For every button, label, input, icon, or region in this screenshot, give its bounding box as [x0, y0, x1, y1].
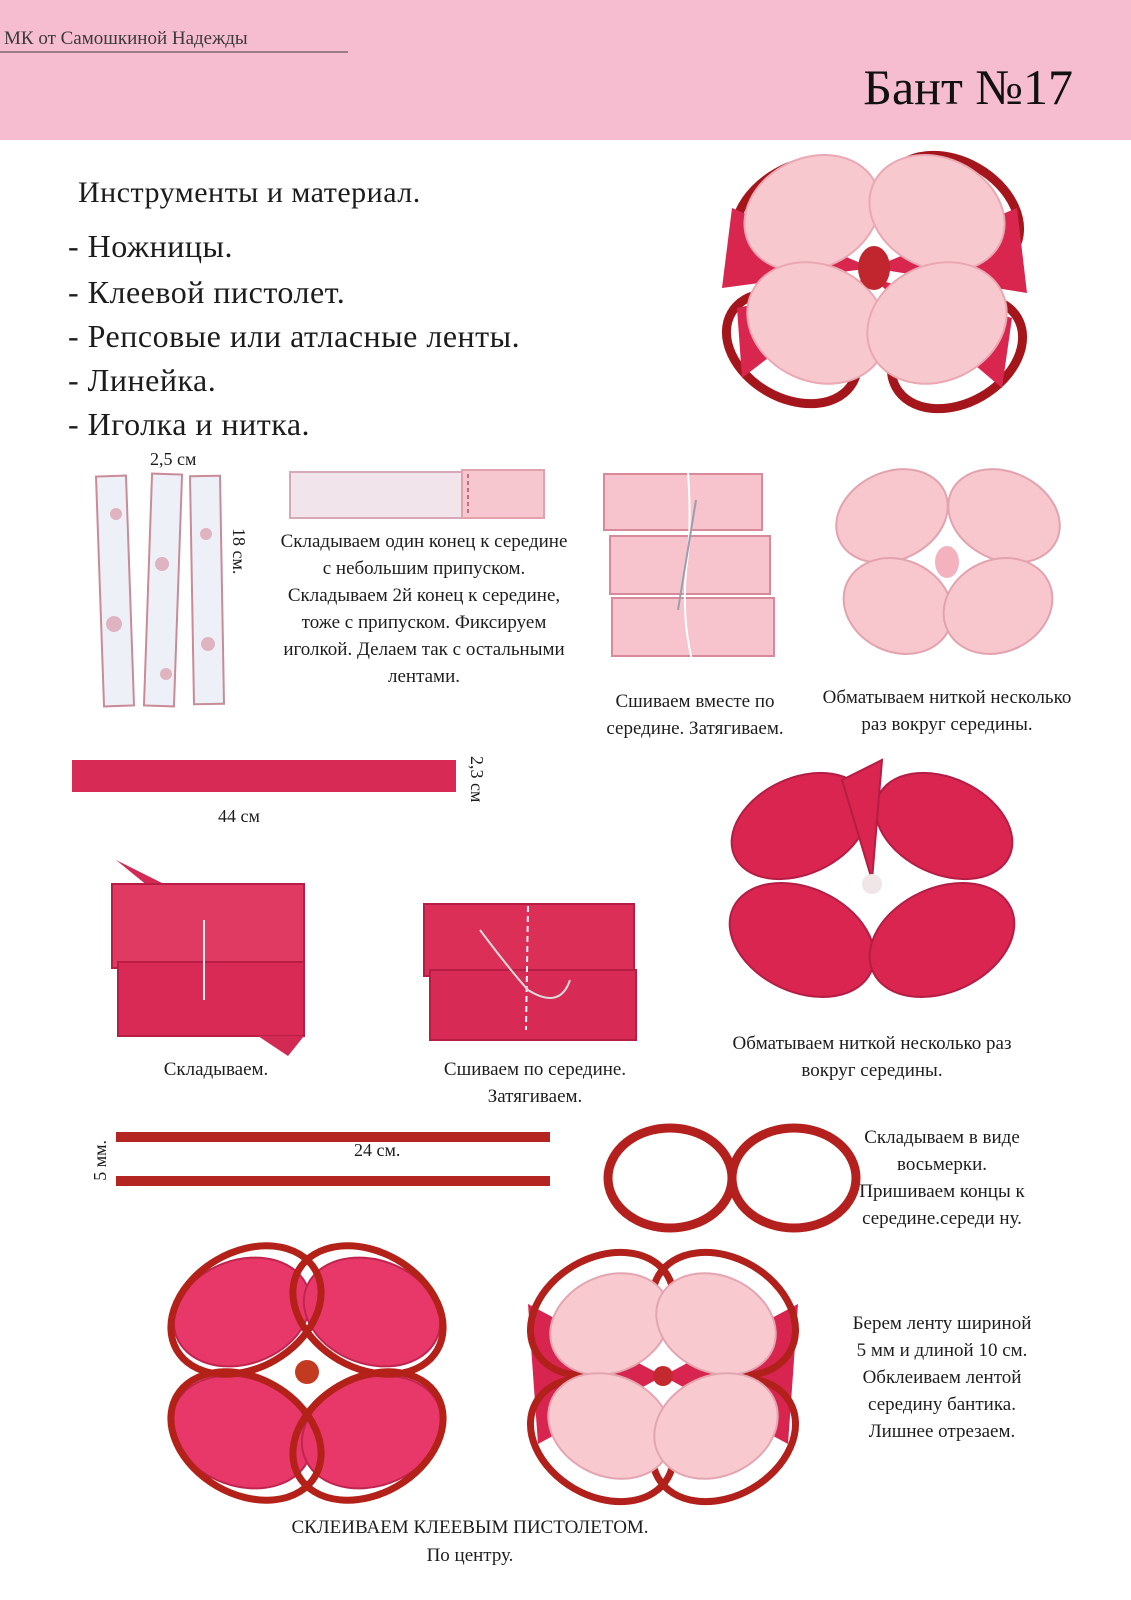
tool-ribbons: - Репсовые или атласные ленты. — [68, 318, 521, 354]
caption-glue-sub: По центру. — [426, 1545, 514, 1566]
caption-fold-white: Складываем один конец к середине с небольшим припуском. Складываем 2й конец к середине, тоже с припуском. Фиксируем иголкой. Делаем так с остальными лентами. — [280, 531, 568, 687]
sewn-pink-ribbon-image — [420, 900, 640, 1050]
figure-eight-ribbon-image — [602, 1114, 862, 1244]
sewn-white-ribbons-image — [600, 470, 780, 666]
tool-needle-thread: - Иголка и нитка. — [68, 406, 311, 442]
tool-scissors: - Ножницы. — [68, 228, 233, 264]
folded-white-ribbon-image — [288, 470, 548, 522]
folded-pink-ribbon-image — [108, 860, 308, 1058]
finished-bow-image — [712, 118, 1042, 448]
author-credit: МК от Самошкиной Надежды — [4, 28, 248, 49]
white-ribbon-width-label: 2,5 см — [150, 449, 197, 469]
tool-ruler: - Линейка. — [68, 362, 217, 398]
author-underline — [0, 51, 348, 53]
caption-figure-eight: Складываем в виде восьмерки. Пришиваем концы к середине.середи ну. — [859, 1127, 1025, 1229]
pink-satin-bow-image — [832, 458, 1062, 668]
white-ribbon-strips-image — [96, 474, 236, 710]
caption-wrap-pink: Обматываем ниткой несколько раз вокруг середины. — [732, 1033, 1012, 1081]
caption-sew-pink: Сшиваем по середине. Затягиваем. — [443, 1059, 627, 1107]
page-title: Бант №17 — [863, 59, 1073, 115]
pink-ribbon-length-label: 44 см — [218, 806, 260, 826]
white-ribbon-length-label: 18 см. — [229, 528, 249, 575]
tools-heading: Инструменты и материал. — [78, 176, 421, 209]
grosgrain-bow-with-loops-image — [162, 1240, 452, 1510]
pink-ribbon-width-label: 2,3 см — [467, 756, 487, 803]
red-ribbon-length-label: 24 см. — [354, 1140, 401, 1160]
tool-glue-gun: - Клеевой пистолет. — [68, 274, 346, 310]
caption-fold-pink: Складываем. — [163, 1059, 269, 1080]
long-pink-ribbon-image — [72, 758, 458, 794]
caption-sew-white: Сшиваем вместе по середине. Затягиваем. — [606, 691, 784, 739]
caption-glue: СКЛЕИВАЕМ КЛЕЕВЫМ ПИСТОЛЕТОМ. — [291, 1517, 649, 1538]
caption-wrap-white: Обматываем ниткой несколько раз вокруг середины. — [822, 687, 1072, 735]
red-ribbon-width-label: 5 мм. — [90, 1140, 110, 1181]
satin-bow-with-loops-image — [518, 1244, 808, 1514]
caption-center-wrap: Берем ленту шириной 5 мм и длиной 10 см. Обклеиваем лентой середину бантика. Лишнее отрезаем. — [852, 1313, 1032, 1442]
pink-grosgrain-bow-image — [722, 760, 1022, 1016]
thin-red-ribbons-image — [116, 1130, 552, 1190]
